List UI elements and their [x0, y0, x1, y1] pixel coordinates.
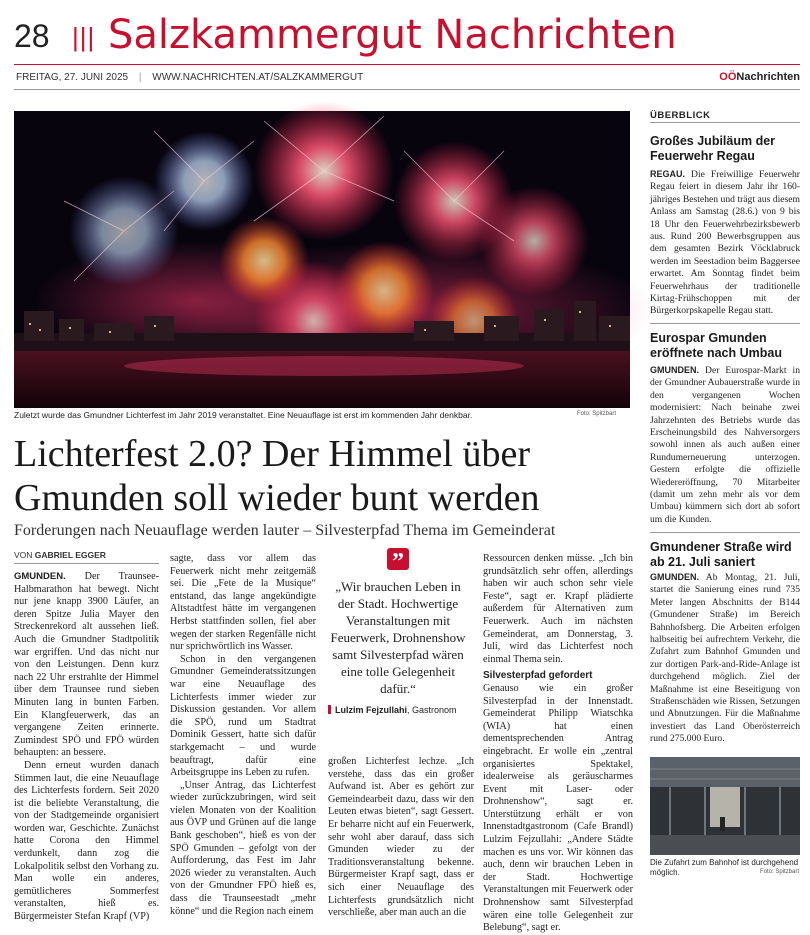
section-subheading: Silvesterpfad gefordert	[483, 670, 593, 682]
station-photo-caption: Die Zufahrt zum Bahnhof ist durchgehend möglich.	[650, 858, 799, 877]
byline: VON GABRIEL EGGER	[14, 550, 106, 560]
paragraph: Schon in den vergangenen Gmundner Gemeinderatssitzungen war eine Neuauflage des Lichterfests immer wieder zur Diskussion gestanden. Vor allem die SPÖ, rund um Stadtrat Dominik Gessert, hatte sich dafür starkgemacht – und wurde beauftragt, dafür eine Arbeitsgruppe ins Leben zu rufen.	[170, 653, 316, 779]
sidebar-text-2: GMUNDEN. Der Eurospar-Markt in der Gmundner Aubauerstraße wurde in den vergangenen Wochen modernisiert: Nach beinahe zwei Jahrzehnten des Betriebs wurde das Erscheinungsbild des Nahversorgers sowohl innen als auch außen einer Rundumerneuerung unterzogen. Gestern erfolgte die offizielle Wiedereröffnung, 70 Mitarbeiter (damit um zehn mehr als vor dem Umbau) kümmern sich dort ab sofort um die Kunden.	[650, 365, 800, 525]
sidebar-rule	[650, 532, 800, 533]
article-column-3	[328, 756, 474, 920]
headline-line-2: Gmunden soll wieder bunt werden	[14, 477, 540, 519]
quote-text: „Wir brauchen Leben in der Stadt. Hochwertige Veranstaltungen mit Feuerwerk, Drohnenshow samt Silvesterpfad wären eine tolle Gelegenheit dafür.“	[330, 579, 466, 696]
sidebar-headline-1: Großes Jubiläum der Feuerwehr Regau	[650, 134, 776, 163]
section-title: Salzkammergut Nachrichten	[108, 12, 677, 58]
paragraph: Genauso wie ein großer Silvesterpfad in der Innenstadt. Gemeinderat Philipp Wiatschka (WIA) hat einen dementsprechenden Antrag eingebracht. Er wolle ein „zentral organisiertes Spektakel, idealerweise als geräuscharmes Event mit Laser- oder Drohnenshow“, sagt er. Unterstützung erhält er von Innenstadtgastronom (Cafe Brandl) Lulzim Fejzullahi: „Andere Städte machen es uns vor. Wir können das auch, denn wir brauchen Leben in der Stadt. Hochwertige Veranstaltungen mit Feuerwerk oder Drohnenshow samt Silvesterpfad wären eine tolle Gelegenheit zur Belebung“, sagt er.	[483, 682, 633, 934]
pull-quote	[328, 548, 468, 715]
sidebar-headline-2: Eurospar Gmunden eröffnete nach Umbau	[650, 331, 782, 360]
sidebar-text-3: GMUNDEN. Ab Montag, 21. Juli, startet die Sanierung eines rund 735 Meter langen Abschnitts der B144 (Gmundener Straße) im Bereich Bahnhofsberg. Die Arbeiten erfolgen halbseitig bei aufrechtem Verkehr, die Zufahrt zum Bahnhof Gmunden und zur dortigen Park-and-Ride-Anlage ist durchgehend möglich. Ziel der Maßnahme ist eine Beseitigung von Straßenschäden wie Rissen, Setzungen und Abnutzungen. Für die Maßnahme investiert das Land Oberösterreich rund 275.000 Euro.	[650, 572, 800, 745]
quote-mark-icon: ”	[387, 548, 409, 570]
paragraph: GMUNDEN. Der Traunsee-Halbmarathon hat bewegt. Nicht nur jene knapp 3900 Läufer, an deren Spitze Julia Mayer den Streckenrekord alt aussehen ließ. Auch die Gmundner Stadtpolitik war ergriffen. Und das nicht nur von den Leistungen. Denn kurz nach 22 Uhr erstrahlte der Himmel über dem Traunsee rund sieben Minuten lang in bunten Farben. Ein Klangfeuerwerk, das an vergangene Zeiten erinnerte. Zumindest SPÖ und FPÖ würden behaupten: an bessere.	[14, 571, 159, 759]
article-column-2	[170, 553, 316, 918]
headline-line-1: Lichterfest 2.0? Der Himmel über	[14, 433, 530, 475]
sidebar-headline-3: Gmundener Straße wird ab 21. Juli saniert	[650, 540, 792, 569]
quote-attribution: Lulzim Fejzullahi, Gastronom	[328, 705, 468, 715]
station-photo-credit: Foto: Spitzbart	[760, 869, 800, 875]
dateline: FREITAG, 27. JUNI 2025 | WWW.NACHRICHTEN.AT/SALZKAMMERGUT	[16, 72, 364, 83]
sidebar-label: ÜBERBLICK	[650, 110, 711, 121]
byline-rule	[14, 563, 159, 564]
paragraph: „Unser Antrag, das Lichterfest wieder zurückzubringen, wird seit vielen Monaten von der Koalition aus ÖVP und Grünen auf die lange Bank geschoben“, hieß es von der SPÖ Gmunden – gefolgt von der Aufforderung, das Fest im Jahr 2026 wieder zu veranstalten. Auch von der Gmundner FPÖ hieß es, dass die Traunseestadt „mehr könne“ und die Region nach einem	[170, 779, 316, 917]
article-subheadline: Forderungen nach Neuauflage werden lauter – Silvesterpfad Thema im Gemeinderat	[14, 522, 556, 539]
photo-credit: Foto: Spitzbart	[576, 411, 616, 417]
station-illustration	[650, 757, 800, 855]
paragraph: Denn erneut wurden danach Stimmen laut, die eine Neuauflage des Lichterfests fordern. Seit 2020 ist die beliebte Veranstaltung, die von der Stadtgemeinde organisiert worden war, Geschichte. Zunächst hatte Corona den Himmel verdunkelt, dann zog die Lokalpolitik selbst den Vorhang zu. Man wolle ein anderes, gemütlicheres Sommerfest veranstalten, hieß es. Bürgermeister Stefan Krapf (VP)	[14, 759, 159, 923]
fireworks-photo	[14, 111, 630, 408]
paragraph: Ressourcen denken müsse. „Ich bin grundsätzlich sehr offen, allerdings haben wir auch schon sehr viele Feste“, sagt er. Krapf plädierte außerdem für Alternativen zum Feuerwerk. Auch im nächsten Gemeinderat, am Donnerstag, 3. Juli, wird das Lichterfest noch einmal Thema sein.	[483, 553, 633, 665]
website-url[interactable]: WWW.NACHRICHTEN.AT/SALZKAMMERGUT	[152, 72, 364, 83]
header-rule	[14, 64, 800, 65]
fireworks-illustration	[14, 111, 630, 408]
paragraph: sagte, dass vor allem das Feuerwerk nicht mehr zeitgemäß sei. Die „Fete de la Musique“ entstand, das lange angekündigte Altstadtfest hätte im vergangenen Herbst stattfinden sollen, fiel aber wegen der starken Regenfälle nicht nur sprichwörtlich ins Wasser.	[170, 553, 316, 653]
publisher-logo: OÖNachrichten	[719, 71, 800, 83]
sidebar-rule	[650, 323, 800, 324]
byline-author: GABRIEL EGGER	[34, 550, 106, 560]
sidebar-rule	[650, 122, 800, 123]
article-column-1	[14, 571, 159, 924]
page-number: 28	[14, 18, 50, 54]
subheader-rule	[14, 89, 800, 90]
paragraph: großen Lichterfest lechze. „Ich verstehe, dass das ein großer Aufwand ist. Aber es gehört zur Gemeindearbeit dazu, dass wir den Leuten etwas bieten“, sagt Gessert. Er beharre nicht auf ein Feuerwerk, sehr wohl aber darauf, dass sich Gmunden wieder zu der Traditionsveranstaltung bekenne. Bürgermeister Krapf sagt, dass er sich einer Neuauflage des Lichterfests grundsätzlich nicht verschließe, aber man auch an die	[328, 756, 474, 919]
photo-caption: Zuletzt wurde das Gmundner Lichterfest im Jahr 2019 veranstaltet. Eine Neuauflage ist erst im kommenden Jahr denkbar.	[14, 410, 473, 420]
sidebar-text-1: REGAU. Die Freiwillige Feuerwehr Regau feiert in diesem Jahr ihr 160-jähriges Bestehen und trägt aus diesem Anlass am Samstag (28.6.) von 9 bis 18 Uhr den Feuerwehrbezirksbewerb aus. Rund 200 Bewerbsgruppen aus dem gesamten Bezirk Vöcklabruck werden im Seestadion beim Baggersee erwartet. Am Sonntag findet beim Feuerwehrhaus der traditionelle Kirtag-Frühschoppen mit der Bürgerkorpskapelle Regau statt.	[650, 169, 800, 317]
issue-date: FREITAG, 27. JUNI 2025	[16, 72, 129, 83]
station-photo	[650, 757, 800, 855]
article-headline	[14, 432, 634, 520]
article-column-4	[483, 553, 633, 935]
header-divider-bars: |||	[72, 22, 96, 52]
